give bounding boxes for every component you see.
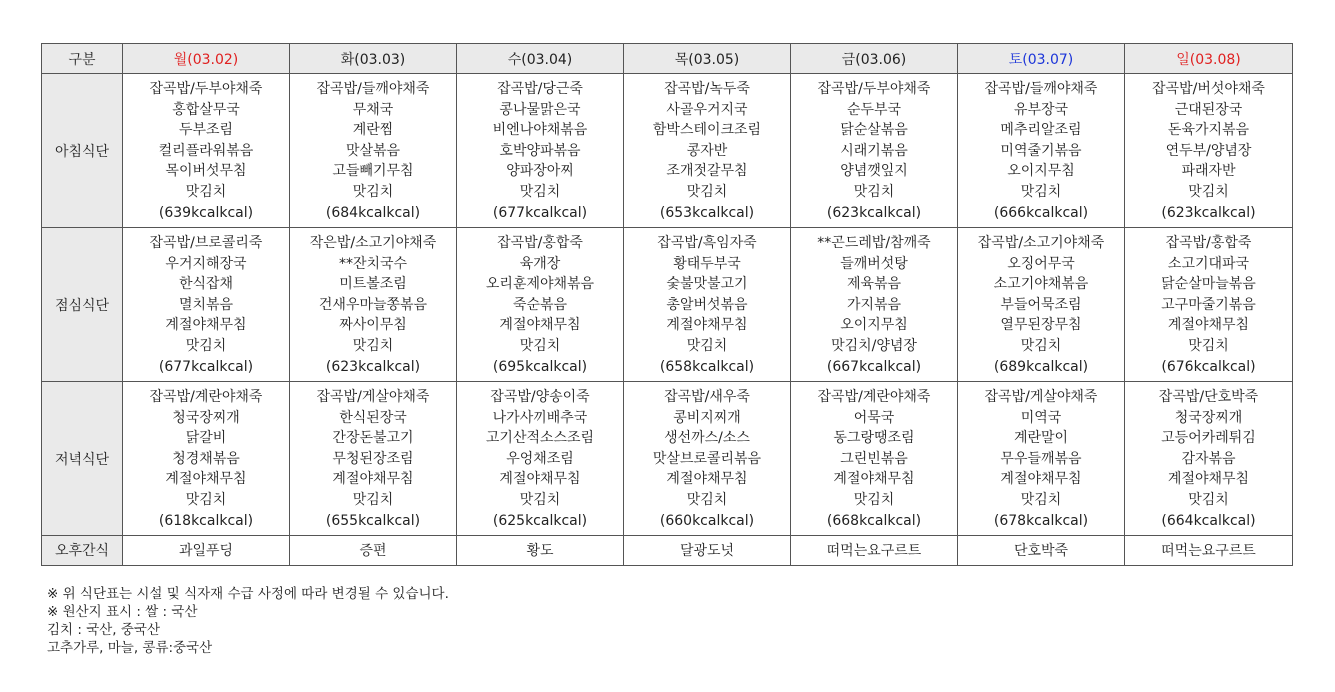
menu-item: 동그랑땡조림 xyxy=(833,430,915,447)
snack-cell-fri: 떠먹는요구르트 xyxy=(791,536,958,566)
menu-item: 잡곡밥/녹두죽 xyxy=(664,81,750,97)
menu-item: 소고기야채볶음 xyxy=(993,276,1089,293)
breakfast-cell-fri xyxy=(791,74,958,228)
menu-item: 계절야채무침 xyxy=(332,471,414,488)
calorie-label: (623kcalkcal) xyxy=(1161,204,1256,221)
menu-item: 맛김치 xyxy=(1020,491,1062,508)
lunch-row-label: 점심식단 xyxy=(42,228,123,382)
snack-cell-tue: 증편 xyxy=(290,536,457,566)
menu-item: 오이지무침 xyxy=(1007,163,1075,180)
snack-row xyxy=(42,536,1293,566)
menu-item: **잔치국수 xyxy=(338,255,408,272)
menu-item: 잡곡밥/새우죽 xyxy=(664,389,750,405)
menu-item: 한식된장국 xyxy=(339,409,407,426)
menu-item: 돈육가지볶음 xyxy=(1167,122,1250,139)
menu-item: 맛김치 xyxy=(352,337,394,354)
breakfast-cell-thu xyxy=(624,74,791,228)
snack-cell-sat: 단호박죽 xyxy=(958,536,1125,566)
lunch-cell-wed xyxy=(457,228,624,382)
calorie-label: (664kcalkcal) xyxy=(1161,512,1256,529)
menu-item: 잡곡밥/계란야채죽 xyxy=(817,389,931,405)
menu-item: 연두부/양념장 xyxy=(1165,142,1252,159)
header-row xyxy=(42,44,1293,74)
breakfast-row-label: 아침식단 xyxy=(42,74,123,228)
menu-item: 고구마줄기볶음 xyxy=(1161,296,1256,313)
menu-item: 콩비지찌개 xyxy=(673,409,741,426)
menu-item: 계절야채무침 xyxy=(1167,471,1250,488)
menu-item: 함박스테이크조림 xyxy=(652,122,762,139)
calorie-label: (660kcalkcal) xyxy=(659,512,755,529)
menu-item: 제육볶음 xyxy=(846,276,902,293)
menu-item: 고등어카레튀김 xyxy=(1161,430,1256,447)
menu-item: 계절야채무침 xyxy=(666,471,748,488)
menu-item: 잡곡밥/홍합죽 xyxy=(497,235,583,251)
dinner-cell-mon xyxy=(123,382,290,536)
snack-cell-sun: 떠먹는요구르트 xyxy=(1125,536,1293,566)
menu-item: 잡곡밥/두부야채죽 xyxy=(817,81,931,97)
menu-item: 우거지해장국 xyxy=(165,255,247,272)
menu-item: 잡곡밥/단호박죽 xyxy=(1158,389,1259,405)
menu-item: 잡곡밥/홍합죽 xyxy=(1165,235,1252,251)
menu-item: 계절야채무침 xyxy=(165,471,247,488)
menu-item: 콩나물맑은국 xyxy=(499,101,581,118)
menu-item: 맛살볶음 xyxy=(345,142,401,159)
breakfast-cell-wed xyxy=(457,74,624,228)
calorie-label: (676kcalkcal) xyxy=(1161,358,1256,375)
snack-cell-wed: 황도 xyxy=(457,536,624,566)
notes-section xyxy=(47,585,449,657)
menu-item: 시래기볶음 xyxy=(840,142,908,159)
calorie-label: (666kcalkcal) xyxy=(993,204,1089,221)
menu-item: 감자볶음 xyxy=(1181,450,1236,467)
day-header-fri: 금(03.06) xyxy=(791,44,958,74)
calorie-label: (677kcalkcal) xyxy=(158,358,254,375)
breakfast-cell-sat xyxy=(958,74,1125,228)
menu-item: 잡곡밥/흑임자죽 xyxy=(657,235,757,251)
menu-item: 오이지무침 xyxy=(840,317,908,334)
menu-item: 홍합살무국 xyxy=(172,101,240,118)
lunch-cell-sat xyxy=(958,228,1125,382)
dinner-cell-sat xyxy=(958,382,1125,536)
menu-item: 근대된장국 xyxy=(1174,101,1243,118)
menu-item: 생선까스/소스 xyxy=(664,430,750,447)
lunch-cell-fri xyxy=(791,228,958,382)
breakfast-cell-tue xyxy=(290,74,457,228)
menu-item: 간장돈불고기 xyxy=(332,430,414,447)
menu-item: 잡곡밥/브로콜리죽 xyxy=(149,235,263,251)
menu-item: 양념깻잎지 xyxy=(840,163,908,180)
menu-item: 총알버섯볶음 xyxy=(666,296,748,313)
menu-item: 나가사끼배추국 xyxy=(492,409,588,426)
menu-item: 순두부국 xyxy=(846,101,902,118)
calorie-label: (653kcalkcal) xyxy=(659,204,755,221)
menu-item: 부들어묵조림 xyxy=(1000,296,1082,313)
menu-item: 그린빈볶음 xyxy=(840,450,908,467)
menu-item: 맛김치 xyxy=(1020,337,1062,354)
menu-item: 양파장아찌 xyxy=(506,163,574,180)
menu-item: 맛김치 xyxy=(686,337,728,354)
menu-item: 콩자반 xyxy=(686,142,728,159)
menu-item: 계절야채무침 xyxy=(499,317,581,334)
calorie-label: (618kcalkcal) xyxy=(158,512,254,529)
menu-item: 계절야채무침 xyxy=(666,317,748,334)
menu-item: 호박양파볶음 xyxy=(499,142,581,159)
menu-item: 오리훈제야채볶음 xyxy=(485,276,595,293)
menu-item: 메추리알조림 xyxy=(1000,122,1082,139)
menu-item: 작은밥/소고기야채죽 xyxy=(309,235,437,251)
breakfast-cell-mon xyxy=(123,74,290,228)
menu-item: 무청된장조림 xyxy=(332,450,414,467)
calorie-label: (625kcalkcal) xyxy=(492,512,588,529)
menu-item: 잡곡밥/계란야채죽 xyxy=(149,389,263,405)
menu-item: 잡곡밥/게살야채죽 xyxy=(316,389,430,405)
menu-item: 짜사이무침 xyxy=(339,317,407,334)
calorie-label: (678kcalkcal) xyxy=(993,512,1089,529)
menu-item: 목이버섯무침 xyxy=(165,163,247,180)
menu-item: 계절야채무침 xyxy=(1167,317,1250,334)
menu-item: 계절야채무침 xyxy=(165,317,247,334)
calorie-label: (695kcalkcal) xyxy=(492,358,588,375)
note-origin-rice: ※ 원산지 표시 : 쌀 : 국산 xyxy=(47,604,198,620)
dinner-row xyxy=(42,382,1293,536)
calorie-label: (639kcalkcal) xyxy=(158,204,254,221)
menu-item: 잡곡밥/소고기야채죽 xyxy=(977,235,1105,251)
calorie-label: (623kcalkcal) xyxy=(325,358,421,375)
menu-item: 비엔나야채볶음 xyxy=(492,122,588,139)
menu-item: 미역줄기볶음 xyxy=(1000,142,1082,159)
menu-item: 잡곡밥/당근죽 xyxy=(497,81,583,97)
lunch-cell-tue xyxy=(290,228,457,382)
menu-item: 우엉채조림 xyxy=(506,450,574,467)
menu-item: 맛김치 xyxy=(853,183,895,200)
dinner-row-label: 저녁식단 xyxy=(42,382,123,536)
menu-item: 맛살브로콜리볶음 xyxy=(652,450,762,467)
menu-item: 잡곡밥/버섯야채죽 xyxy=(1152,81,1265,97)
menu-item: 계란찜 xyxy=(352,122,394,139)
lunch-cell-sun xyxy=(1125,228,1293,382)
menu-item: 사골우거지국 xyxy=(666,101,748,118)
calorie-label: (655kcalkcal) xyxy=(325,512,421,529)
menu-item: 닭순살볶음 xyxy=(840,122,908,139)
menu-item: 맛김치 xyxy=(1188,491,1229,508)
calorie-label: (658kcalkcal) xyxy=(659,358,755,375)
note-origin-spices: 고추가루, 마늘, 콩류:중국산 xyxy=(47,640,213,656)
corner-header: 구분 xyxy=(42,44,123,74)
menu-item: 소고기대파국 xyxy=(1167,255,1250,272)
lunch-row xyxy=(42,228,1293,382)
dinner-cell-tue xyxy=(290,382,457,536)
menu-item: 조개젓갈무침 xyxy=(666,163,748,180)
menu-item: 들깨버섯탕 xyxy=(840,255,908,272)
note-origin-kimchi: 김치 : 국산, 중국산 xyxy=(47,622,161,638)
menu-item: 닭갈비 xyxy=(185,430,227,447)
day-header-thu: 목(03.05) xyxy=(624,44,791,74)
lunch-cell-thu xyxy=(624,228,791,382)
menu-item: 계절야채무침 xyxy=(499,471,581,488)
menu-item: 맛김치 xyxy=(686,491,728,508)
day-header-tue: 화(03.03) xyxy=(290,44,457,74)
menu-item: 맛김치 xyxy=(1188,337,1229,354)
menu-item: 맛김치 xyxy=(853,491,895,508)
menu-item: 맛김치 xyxy=(519,491,561,508)
menu-item: 죽순볶음 xyxy=(512,296,568,313)
note-change-notice: ※ 위 식단표는 시설 및 식자재 수급 사정에 따라 변경될 수 있습니다. xyxy=(47,586,449,602)
menu-item: 육개장 xyxy=(519,255,561,272)
menu-item: 건새우마늘쫑볶음 xyxy=(318,296,428,313)
menu-item: 맛김치/양념장 xyxy=(831,337,917,354)
menu-item: 계절야채무침 xyxy=(1000,471,1082,488)
menu-item: 잡곡밥/양송이죽 xyxy=(490,389,590,405)
menu-item: 맛김치 xyxy=(686,183,728,200)
lunch-cell-mon xyxy=(123,228,290,382)
menu-item: 계절야채무침 xyxy=(833,471,915,488)
menu-item: 한식잡채 xyxy=(178,276,234,293)
menu-item: 잡곡밥/들깨야채죽 xyxy=(984,81,1098,97)
menu-item: 청국장찌개 xyxy=(172,409,240,426)
menu-item: 멸치볶음 xyxy=(178,296,234,313)
menu-item: 황태두부국 xyxy=(673,255,741,272)
dinner-cell-sun xyxy=(1125,382,1293,536)
menu-item: 유부장국 xyxy=(1013,101,1069,118)
menu-item: 숯불맛불고기 xyxy=(666,276,748,293)
calorie-label: (623kcalkcal) xyxy=(826,204,922,221)
menu-item: 파래자반 xyxy=(1181,163,1236,180)
snack-cell-mon: 과일푸딩 xyxy=(123,536,290,566)
menu-item: 맛김치 xyxy=(352,491,394,508)
day-header-sun: 일(03.08) xyxy=(1125,44,1293,74)
calorie-label: (667kcalkcal) xyxy=(826,358,922,375)
menu-item: 미트볼조림 xyxy=(339,276,407,293)
menu-item: 무우들깨볶음 xyxy=(1000,450,1082,467)
snack-cell-thu: 달광도넛 xyxy=(624,536,791,566)
menu-item: 고기산적소스조림 xyxy=(485,430,595,447)
menu-item: 오징어무국 xyxy=(1007,255,1075,272)
menu-item: 고들빼기무침 xyxy=(332,163,414,180)
breakfast-row xyxy=(42,74,1293,228)
menu-item: 맛김치 xyxy=(185,337,227,354)
menu-item: 맛김치 xyxy=(1020,183,1062,200)
menu-item: 계란말이 xyxy=(1013,430,1069,447)
day-header-mon: 월(03.02) xyxy=(123,44,290,74)
calorie-label: (684kcalkcal) xyxy=(325,204,421,221)
snack-row-label: 오후간식 xyxy=(42,536,123,566)
menu-item: 컬리플라워볶음 xyxy=(158,142,254,159)
menu-item: 잡곡밥/두부야채죽 xyxy=(149,81,263,97)
menu-item: 잡곡밥/게살야채죽 xyxy=(984,389,1098,405)
menu-item: 닭순살마늘볶음 xyxy=(1161,276,1256,293)
breakfast-cell-sun xyxy=(1125,74,1293,228)
dinner-cell-thu xyxy=(624,382,791,536)
menu-item: 맛김치 xyxy=(185,183,227,200)
weekly-meal-table xyxy=(41,43,1293,566)
dinner-cell-wed xyxy=(457,382,624,536)
menu-item: 맛김치 xyxy=(352,183,394,200)
calorie-label: (677kcalkcal) xyxy=(492,204,588,221)
menu-item: 미역국 xyxy=(1020,409,1062,426)
day-header-wed: 수(03.04) xyxy=(457,44,624,74)
calorie-label: (689kcalkcal) xyxy=(993,358,1089,375)
menu-item: 맛김치 xyxy=(519,183,561,200)
menu-item: 가지볶음 xyxy=(846,296,902,313)
day-header-sat: 토(03.07) xyxy=(958,44,1125,74)
menu-item: 맛김치 xyxy=(519,337,561,354)
dinner-cell-fri xyxy=(791,382,958,536)
menu-item: 어묵국 xyxy=(853,409,895,426)
menu-item: 잡곡밥/들깨야채죽 xyxy=(316,81,430,97)
menu-item: 무채국 xyxy=(352,101,394,118)
calorie-label: (668kcalkcal) xyxy=(826,512,922,529)
menu-item: 열무된장무침 xyxy=(1000,317,1082,334)
menu-item: 맛김치 xyxy=(1188,183,1229,200)
menu-item: 맛김치 xyxy=(185,491,227,508)
menu-item: 두부조림 xyxy=(178,122,234,139)
menu-item: **곤드레밥/참깨죽 xyxy=(817,235,931,251)
menu-item: 청국장찌개 xyxy=(1174,409,1243,426)
menu-item: 청경채볶음 xyxy=(172,450,240,467)
